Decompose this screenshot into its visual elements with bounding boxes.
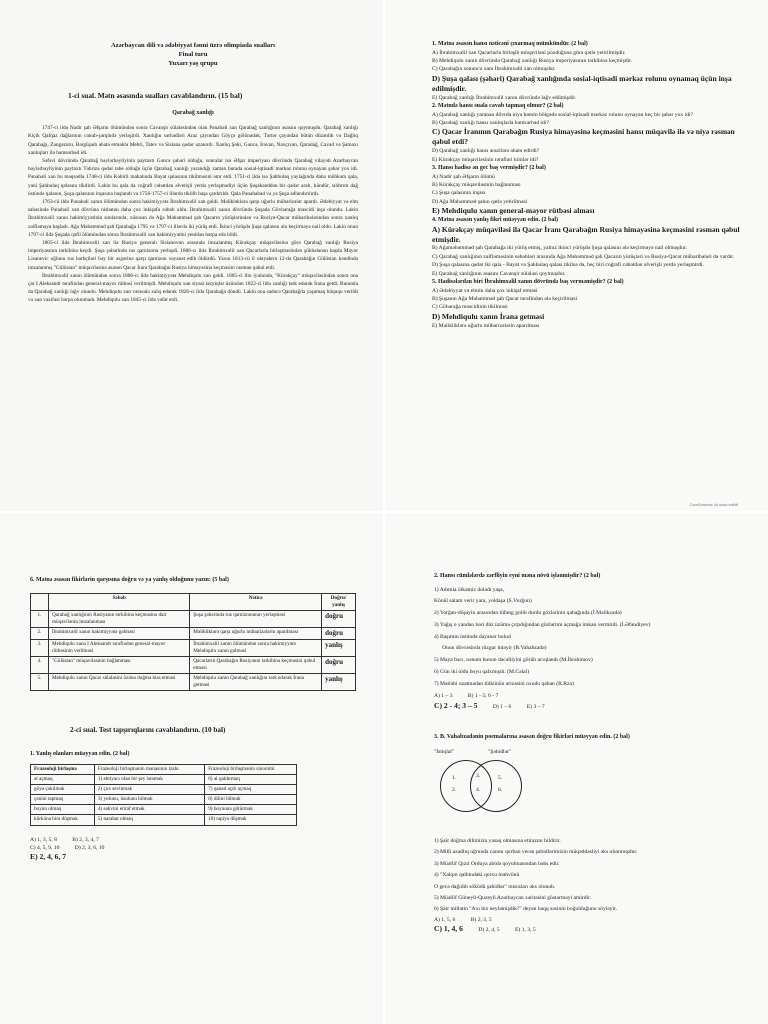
scanner-note: CamScanner ilə skan edildi	[689, 502, 738, 507]
header-line: Azərbaycan dili və ədəbiyyat fənni üzrə olimpiada sualları	[111, 42, 275, 49]
result-cell: İbrahimxəlil xanın ölümündən sonra hakimiyyətə Mehdiqulu xanın gəlməsi	[190, 640, 322, 657]
row-number: 1.	[31, 610, 49, 627]
item: 3) Yağış o yandan bəri düz üzümə çırpdığından gözlərimi açmağa imkan vermirdi. (İ.Əfəndiyev)	[434, 621, 651, 628]
option: E) 3 – 7	[526, 703, 545, 710]
item: Könül salam verir yara, yoldaşa (S.Vurğun)	[434, 598, 532, 605]
venn-number: 1.	[452, 774, 457, 781]
item: 1) Adımla ölkəmiz doladı yaşa,	[434, 586, 505, 593]
question-3-items	[434, 836, 744, 916]
header-line: Yuxarı yaş qrupu	[168, 59, 218, 67]
option: B) 2, 3, 5	[470, 916, 492, 923]
answer-row	[30, 836, 356, 844]
meaning-cell: 3) yolunu, üsulunu bilmək	[94, 795, 204, 805]
table-header: Frazeoloji birləşmənin mənasının izahı	[94, 765, 204, 775]
table-header	[31, 593, 49, 610]
answer-cell: doğru	[322, 610, 356, 627]
answer-cell: doğru	[322, 657, 356, 674]
option: B) Mehdiqulu xanın dövründə Qarabağ xanlığı Rusiya imperiyasının tərkibinə keçmişdir.	[432, 58, 633, 65]
cause-cell: "Gülüstan" müqaviləsinin bağlanması	[49, 657, 190, 674]
question-title: 4. Mətnə əsasən yanlış fikri müəyyən edin. (2 bal)	[432, 217, 558, 224]
table-header: Frazeoloji birləşmə	[31, 765, 95, 775]
option: E) Qarabağ xanlığının əsasını Cavanşir sülaləsi qoymuşdur.	[432, 270, 566, 277]
option: C) 4, 5, 9, 10	[30, 844, 60, 851]
phrase-cell: əl açmaq	[31, 775, 95, 785]
option: A) Ədəbiyyat və elmin daha çox inkişaf etməsi	[432, 287, 538, 294]
option: B) 1 - 5; 6 - 7	[467, 693, 499, 700]
option: E) Kürəkçay müqaviləsinin tərəfləri kimlər idi?	[432, 156, 539, 163]
paragraph: 1805-ci ildə İbrahimxəlil xan ilə Rusiya generalı Sisianovun arasında imzalanmış Kürəkçay müqaviləsinə görə Qarabağ xanlığı Rusiya imperiyasının tərkibinə keçdi. Şuşa şəhərində rus qarnizonu yerləşdi. 1806-cı ildə İbrahimxəlil xan Qacarlarla birləşməsindən şübhələnən başda Mayor Lisanevic oğlunu rus hərbçiləri bəy bir əsgərinə qarşı qarnizon xəyanət edib öldürdü. Yaxın 1813-cü il oktyabrın 12-də Qarabağın Gülüstan kəndində imzalanmış "Gülüstan" müqaviləsinə əsasən Qacar İranı Qarabağın Rusiya himayəsinə keçməsini rəsmən qəbul etdi.	[28, 239, 358, 271]
section-2-title: 2-ci sual. Test tapşırıqlarını cavablandırın. (10 bal)	[70, 726, 226, 735]
item: 1) Şair doğma dilimizin yasaq olmasına etirazını bildirir.	[434, 837, 561, 844]
option: A) 1 – 3	[434, 693, 453, 700]
result-cell: Qacarların Qarabağın Rusiyanın tərkibinə keçməsini qəbul etməsi	[190, 657, 322, 674]
venn-diagram	[434, 746, 744, 826]
item: 5) Müəllif Güneyli-Quzeyli Azərbaycan xəritəsini göstərməyi amirdir.	[434, 895, 592, 902]
table-row	[31, 640, 356, 657]
meaning-cell: 4) səhvini etiraf etmək	[94, 805, 204, 815]
row-number: 2.	[31, 627, 49, 639]
option: A) 1, 5, 6	[434, 916, 456, 923]
option: D) Şuşa qalasına qədər iki qala - Bayat və Şahbulaq qalası tikilsə də, heç biri coğrafi cəhətdən əlverişli yerdə yerləşmirdi.	[432, 262, 704, 269]
result-cell: Mehdiqulu xanın Qarabağ xanlığını tərk edərək İrana getməsi	[190, 674, 322, 691]
option: A) Nadir şah Əfşarın ölümü	[432, 173, 495, 180]
olympiad-header	[28, 42, 358, 69]
synonym-cell: 7) qanad açıb uçmaq	[205, 785, 297, 795]
answer-cell: yanlış	[322, 674, 356, 691]
table-row	[31, 785, 297, 795]
cause-cell: Qarabağ xanlığının Rusiyanın tərkibinə keçməsinə dair müqavilənin imzalanması	[49, 610, 190, 627]
result-cell: Şuşa şəhərində rus qarnizonunun yerləşməsi	[190, 610, 322, 627]
option: D) 2, 4, 5	[478, 927, 500, 934]
paragraph: Səfəvi dövründə Qarabağ bəylərbəyliyinin paytaxtı Gəncə şəhəri olduğu, sonralar isə Əfşar imperiyası dövründə Qarabağ vilayəti Azərbaycan bəylərbəyliyinin paytaxtı Təbrizə qədər tabe olduğu üçün Qarabağ xanlığı yarandığı zaman burada sosial-iqtisadi mərkəz rolunu oynayan şəhər yox idi. Pənahəli xan bu məqsədlə 1748-ci ildə Kəbirli mahalında Bayat qalasının tikilməsini əmr etdi. 1751-ci ildə isə Şahbulaq yaylağında daha möhkəm qala, yəni Şahbulaq qalasını tikdirdi. Lakin bu qala da coğrafi cəhətdən əlverişli yerdə yerləşmədiyi üçün Şuşakənddən bir qədər aralı, hündür, sıldırım dağ üstündə qalanın, Şuşa qalasının inşasına başlandı və 1756-1757-ci illərdə tikilib başa çatdırıldı. Qala Pənahabad və ya Şuşa adlandırılırdı.	[28, 157, 358, 197]
venn-label-sehidler: "Şəhidlər"	[488, 748, 512, 755]
phrase-cell: kürkünə birə düşmək	[31, 815, 95, 825]
option: D) Ağa Məhəmməd şahın qətlə yetirilməsi	[432, 198, 528, 205]
phrase-cell: çənini tapmaq	[31, 795, 95, 805]
question-6-title: 6. Mətnə əsasən fikirlərin qarşısına doğru və ya yanlış olduğunu yazın: (5 bal)	[30, 577, 229, 583]
table-row	[31, 795, 297, 805]
phrase-cell: göyə çəkilmək	[31, 785, 95, 795]
option-correct: A) Kürəkçay müqaviləsi ilə Qacar İranı Qarabağın Rusiya himayəsinə keçməsini rəsmən qəbul etmişdir.	[432, 224, 740, 244]
option-correct: E) Mehdiqulu xanın general-mayor rütbəsi alması	[432, 206, 595, 216]
synonym-cell: 6) əl qaldırmaq	[205, 775, 297, 785]
venn-label-istiqlal: "İstiqlal"	[434, 748, 455, 755]
venn-number: 2.	[452, 786, 457, 793]
venn-number: 4.	[476, 786, 481, 793]
venn-number: 5.	[498, 774, 503, 781]
question-2	[432, 102, 742, 164]
synonym-cell: 10) təpiyə düşmək	[205, 815, 297, 825]
item: Onun dövrəsində rüzgar inləyir (B.Vahabzadə)	[442, 645, 547, 652]
meaning-cell: 1) ehtiyacı olan bir şey istəmək	[94, 775, 204, 785]
option: C) Qarabağ xanlığının zəifləməsinin səbəbləri arasında Ağa Məhəmməd şah Qacarın yürüşləri və Rusiya-Qacar müharibələri də vardır.	[432, 253, 735, 260]
paragraph: İbrahimxəlil xanın ölümündən sonra 1806-cı ildə hakimiyyətə Mehdiqulu xan gəldi. 1805-ci ilin iyulunda, "Kürəkçay" müqaviləsindən sonra ona çar I Aleksandr tərəfindən general-mayor rütbəsi verilmişdi. Mehdiqulu xan siyasi təzyiqlər üzündən 1822-ci ildə xanlığı tərk edərək İrana getdi. Bununla da Qarabağ xanlığı ləğv olundu. Mehdiqulu xan vərəsələ xalış edərək 1826-cı ildə Qarabağa döndü. Lakin ona sadəcə Qarabağda yaşamaq hüququ verildi və xan vəzifəsi bərpa olunmadı. Mehdiqulu xan 1845-ci ildə vəfat etdi.	[28, 272, 358, 304]
venn-number: 3.	[476, 772, 481, 779]
table-row	[31, 610, 356, 627]
page-1	[0, 0, 384, 512]
table-row	[31, 627, 356, 639]
question-3-title: 3. B. Vahabzadənin poemalarına əsasən doğru fikirləri müəyyən edin. (2 bal)	[434, 734, 630, 741]
option: B) 2, 3, 4, 7	[72, 836, 99, 843]
question-title: 5. Hadisələrdən biri İbrahimxəlil xanın dövründə baş verməmişdir? (2 bal)	[432, 279, 624, 286]
answer-row	[434, 692, 744, 700]
header-line: Final turu	[178, 50, 208, 58]
synonym-cell: 8) dilini bilmək	[205, 795, 297, 805]
option: C) Göhərağa məscidinin tikilməsi	[432, 304, 508, 311]
meaning-cell: 2) çox sevinmək	[94, 785, 204, 795]
answer-cell: doğru	[322, 627, 356, 639]
page-4	[384, 512, 768, 1024]
option: E) 1, 3, 5	[515, 927, 536, 934]
option: A) 1, 3, 5, 8	[30, 836, 57, 843]
option: D) 1 – 6	[492, 703, 512, 710]
row-number: 5.	[31, 674, 49, 691]
item: 6) Şair millətin "Axı biz neylamişdik?" deyən haqq səsinin boğulduğunu söyləyir.	[434, 906, 618, 913]
question-3	[432, 164, 742, 216]
synonym-cell: 9) boynuna götürmək	[205, 805, 297, 815]
option: A) İbrahimxəlil xan Qacarlarla birləşib müqaviləni pozduğuna görə qətlə yetirilmişdir.	[432, 49, 626, 56]
option: C) Şuşa qalasının inşası	[432, 190, 486, 197]
answer-options	[30, 836, 356, 863]
cause-cell: Mehdiqulu xana I Aleksandr tərəfindən general-mayor rütbəsinin verilməsi	[49, 640, 190, 657]
answer-cell: yanlış	[322, 640, 356, 657]
result-cell: Məlikliklərə qarşı uğurlu mübarizələrin aparılması	[190, 627, 322, 639]
option: E) Qarabağ xanlığı İbrahimxəlil xanın dövründə ləğv edilmişdir.	[432, 94, 577, 101]
venn-number: 6.	[498, 786, 503, 793]
row-number: 3.	[31, 640, 49, 657]
question-title: 2. Mətndə hansı suala cavab tapmaq olmur? (2 bal)	[432, 102, 564, 109]
text-title: Qarabağ xanlığı	[172, 110, 214, 117]
option-correct: E) 2, 4, 6, 7	[30, 852, 67, 862]
item: 4) "Xalqın qəlbindəki qorxu məhvünü	[434, 872, 520, 879]
option: A) Qarabağ xanlığı yaranan dövrdə niyə həmin bölgədə sosial-iqtisadi mərkəz rolunu oynayan heç bir şəhər yox idi?	[432, 111, 693, 118]
table-row	[31, 674, 356, 691]
question-2-items	[434, 585, 744, 691]
option-correct: D) Mehdiqulu xanın İrana getməsi	[432, 311, 545, 321]
question-4	[432, 216, 742, 278]
option-correct: C) 2 - 4; 3 – 5	[434, 700, 478, 710]
answer-row	[30, 844, 356, 852]
section-1-title: 1-ci sual. Mətn əsasında sualları cavablandırın. (15 bal)	[68, 90, 243, 100]
question-1-title: 1. Yanlış olanları müəyyən edin. (2 bal)	[30, 750, 130, 757]
answer-row	[434, 924, 744, 934]
option: B) Ağaməhəmməd şah Qarabağa iki yürüş etmiş, yalnız ikinci yürüşdə Şuşa qalasını ələ keçirməyə nail olmuşdur.	[432, 245, 687, 252]
item: 2) Milli azadlıq uğrunda canını qurban verən şəhidlərimizin müqəddəsliyi əks olunmuşdur.	[434, 849, 638, 856]
table-row	[31, 805, 297, 815]
item: 2) Yorğan-döşəyin arasından tüfəng golib durdu gözlərinin qabağında (İ.Məlikzadə)	[434, 610, 622, 617]
option-correct: C) 1, 4, 6	[434, 924, 463, 934]
option: D) 2, 3, 6, 10	[74, 844, 105, 851]
table-row	[31, 775, 297, 785]
item: 5) Maya bacı, nənəm bunun dəcəlliyini görüb acıqlandı (M.İbrahimov)	[434, 657, 593, 664]
page-3	[0, 512, 384, 1024]
question-title: 1. Mətnə əsasən hansı nəticəni çıxarmaq mümkündür. (2 bal)	[432, 41, 588, 47]
cause-cell: Mehdiqulu xanın Qacar sülaləsini özünə doğma hiss etməsi	[49, 674, 190, 691]
item: 3) Müəllif Qızıl Orduya abidə qoyulmasından bəhs edir.	[434, 860, 560, 867]
option: B) Qarabağ xanlığı hansı xanlıqlarla həmsərhəd idi?	[432, 120, 549, 127]
item: O gecə dağıdıb söküdü şəhidlər" misraları əks olunub.	[434, 883, 556, 890]
table-row	[31, 657, 356, 674]
paragraph: 1747-ci ildə Nadir şah Əfşarın ölümündən sonra Cavanşir sülaləsindən olan Pənahəli xan Qarabağ xanlığının əsasını qoymuşdu. Qarabağ xanlığı Kiçik Qafqaz dağlarının cənub-şərqində yerləşirdi. Xanlığın sərhədləri Araz çayından Göyçə gölünədək, Tərtər çayından bütün düzənlik və Dağlıq Qarabağı, Zəngəzuru, Bərgüşadı əhatə etməklə Mehri, Tatev və Sisiana qədər uzanırdı. Xanlıq Şəki, Gəncə, İrəvan, Naxçıvan, Qaradağ, Cavad və Şamaxı xanlıqları ilə həmsərhəd idi.	[28, 125, 358, 156]
option-correct: D) Şuşa qalası (şəhəri) Qarabağ xanlığında sosial-iqtisadi mərkəz rolunu oynamaq üçün inşa edilmişdir.	[432, 73, 732, 93]
table-header: Nəticə	[190, 593, 322, 610]
page-2	[384, 0, 768, 512]
question-title: 3. Hansı hadisə ən gec baş vermişdir? (2 bal)	[432, 164, 546, 171]
table-header: Frazeoloji birləşmənin sinonimi	[205, 765, 297, 775]
cause-cell: İbrahimxəlil xanın hakimiyyətə gəlməsi	[49, 627, 190, 639]
row-number: 4.	[31, 657, 49, 674]
question-1	[432, 40, 742, 102]
option: D) Qarabağ xanlığı hansı ərazilərə əhatə edirdi?	[432, 148, 540, 155]
truth-table	[30, 593, 356, 692]
item: 7) Mətləbi uzatmadan tülkünün ərizəsini oxudu qaban (R.Rza)	[434, 680, 574, 687]
paragraph: 1763-cü ildə Pənahəli xanın ölümündən sonra hakimiyyətə İbrahimxəlil xan gəldi. Məlikləklərə qarşı uğurlu mübarizələr apardı. Ədəbiyyat və elm sahəsində Pənahəli xan dövrünə nisbətən daha çox inkişafa səbəb oldu. İbrahimxəlil xanın dövründə Şuşada Gövhərağa məscidi inşa olundu. Lakin İbrahimxəlil xanın hakimiyyətinin sonlarında, xüsusən də Ağa Məhəmməd şah Qacarın yürüşlərindən və Rusiya-Qacar müharibələrindən sonra xanlıq zəifləməyə başladı. Ağa Məhəmməd şah Qarabağa 1795 və 1797-ci illərdə iki yürüş etdi. İkinci yürüşdə Şuşa qalasını ələ keçirməyə nail oldu. Lakin onun 1797-ci ildə Şuşada qəfil ölümündən sonra İbrahimxəlil xan hakimiyyətini yenidən bərpa edə bildi.	[28, 198, 358, 238]
question-5	[432, 278, 742, 330]
option-correct: C) Qacar İranının Qarabağın Rusiya himayəsinə keçməsini hansı müqavilə ilə və niyə rəsmən qəbul etdi?	[432, 127, 735, 147]
question-2-title: 2. Hansı cümlələrdə zərfliyin eyni məna növü işlənmişdir? (2 bal)	[434, 573, 601, 579]
option: C) Qarabağın sonuncu xanı İbrahimxəlil xan olmuşdur.	[432, 66, 556, 73]
meaning-cell: 5) narahat olmaq	[94, 815, 204, 825]
table-header: Doğru/ yanlış	[322, 593, 356, 610]
item: 6) Gün iki oldu boyu qalxmışdı. (M.Cəlal)	[434, 668, 530, 675]
option: B) Kürəkçay müqaviləsinin bağlanması	[432, 182, 521, 189]
option: B) Şuşanın Ağa Məhəmməd şah Qacar tərəfindən ələ keçirilməsi	[432, 296, 578, 303]
horizontal-divider	[0, 511, 768, 513]
answer-row	[434, 916, 744, 924]
option: E) Məlikliklərə uğurlu mübarizələrin aparılması	[432, 322, 540, 329]
phraseology-table	[30, 764, 297, 825]
item: 4) Başımın üstündə dayanar bulud	[434, 633, 511, 640]
answer-row	[434, 701, 744, 711]
table-row	[31, 815, 297, 825]
table-header: Səbəb	[49, 593, 190, 610]
phrase-cell: boyun olmaq	[31, 805, 95, 815]
